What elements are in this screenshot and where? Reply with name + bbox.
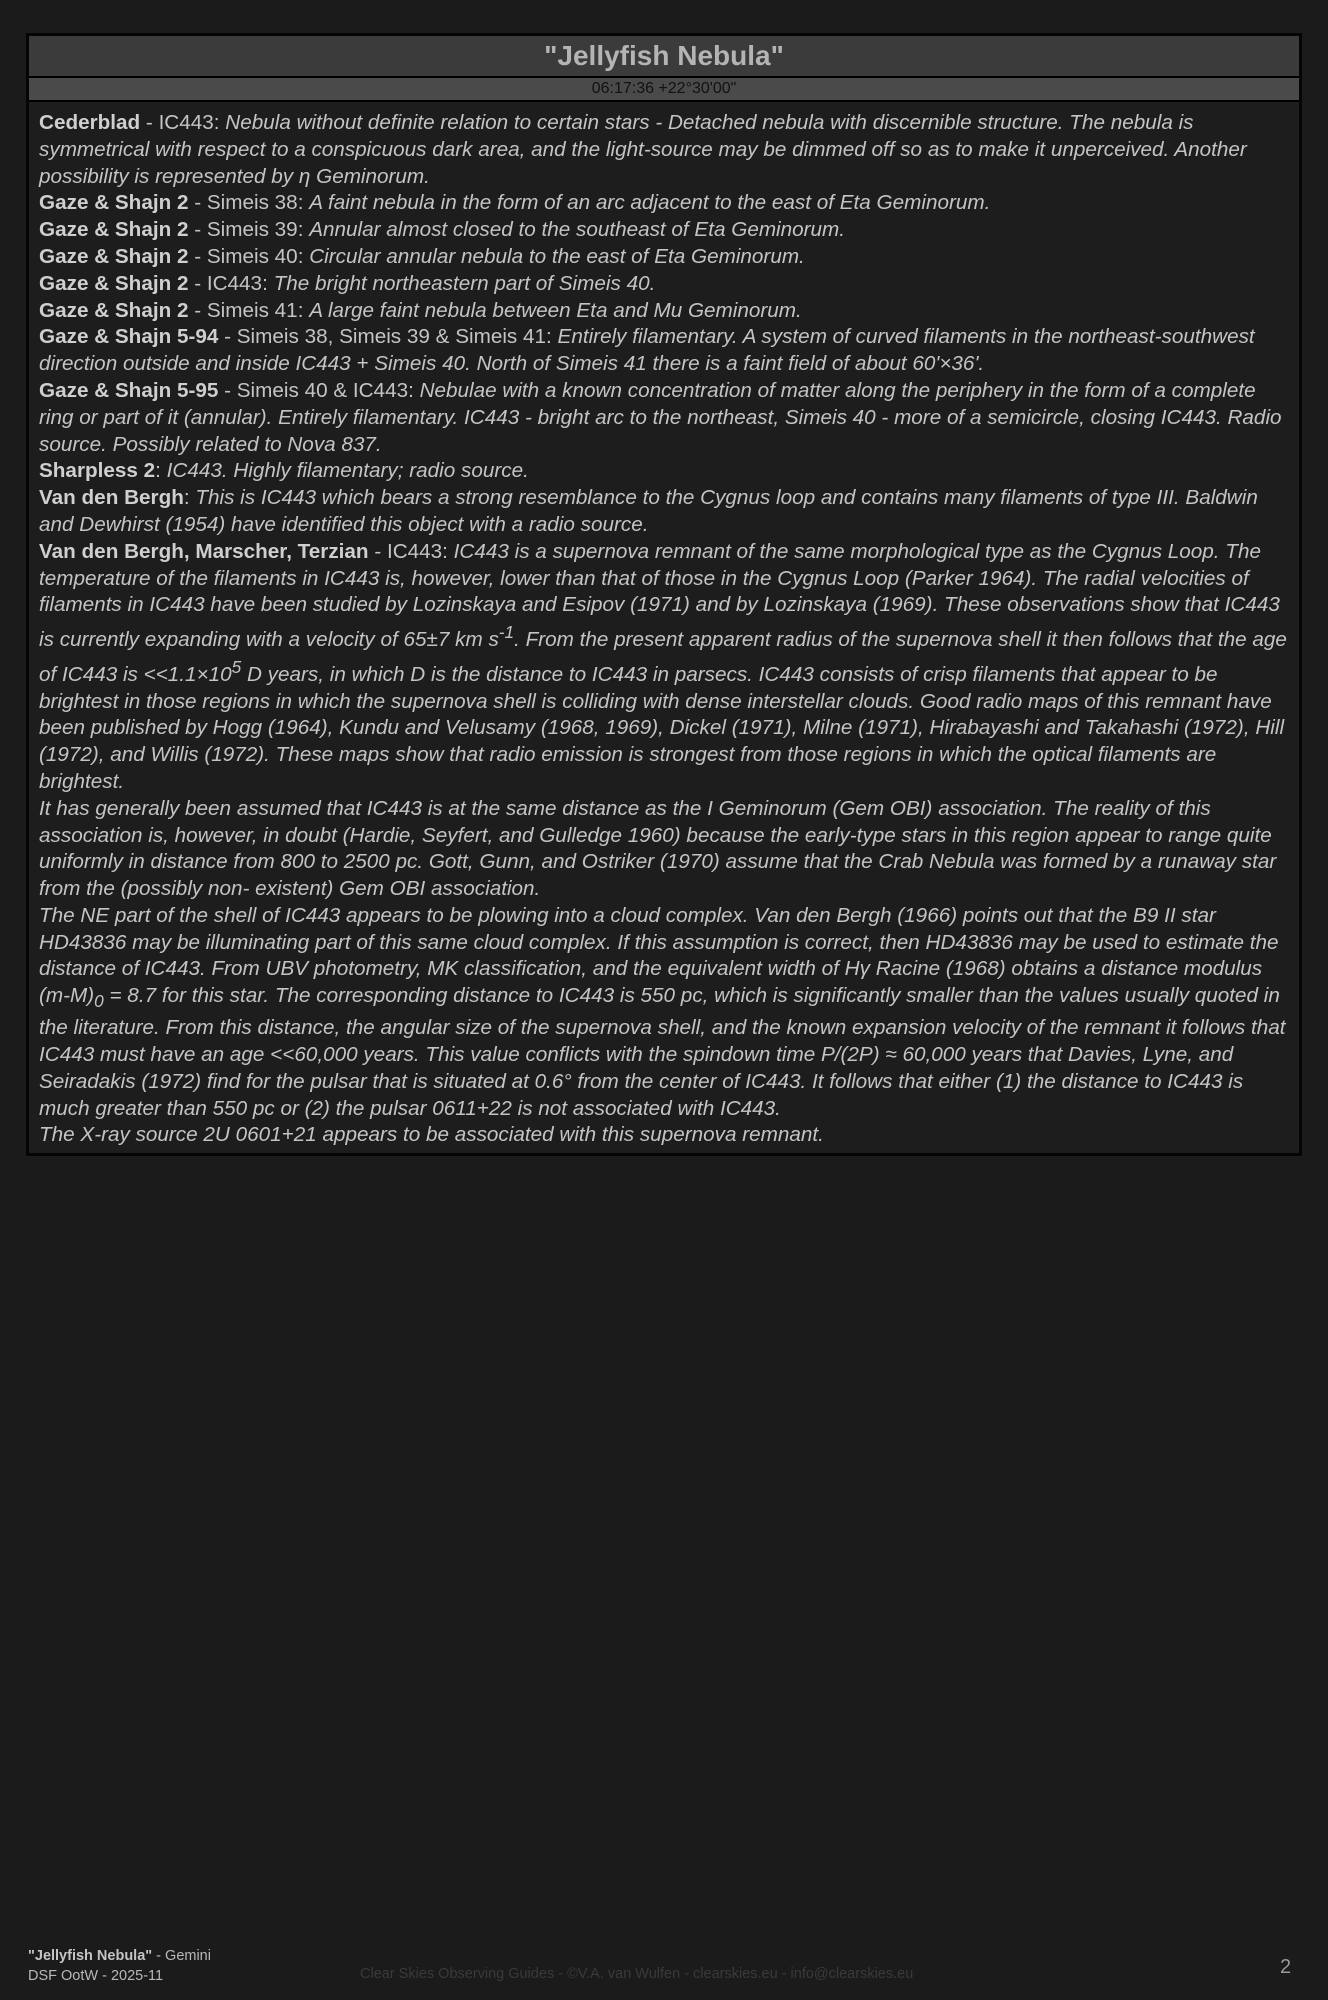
entry-source: Gaze & Shajn 2 <box>39 191 189 215</box>
entry-object: Simeis 40: <box>206 244 310 268</box>
entry-source: Gaze & Shajn 2 <box>39 244 189 268</box>
entry-van-den-bergh: Van den Bergh: This is IC443 which bears a strong resemblance to the Cygnus loop and contains many filaments of type III. Baldwin and Dewhirst (1954) have identified this object with a radio source. <box>39 486 1258 536</box>
entry-gaze-shajn-simeis40: Gaze & Shajn 2 - Simeis 40: Circular annular nebula to the east of Eta Geminorum. <box>39 244 805 268</box>
page-number: 2 <box>1280 1956 1292 1978</box>
entry-text: Nebulae with a known concentration of matter along the periphery in the form of a complete ring or part of it (annular). Entirely filamentary. IC443 - bright arc to the northeast, Simeis 40 - more of a semicircle, closing IC443. Radio source. Possibly related to Nova 837. <box>39 378 1282 456</box>
entry-sharpless: Sharpless 2: IC443. Highly filamentary; radio source. <box>39 459 529 483</box>
entry-source: Gaze & Shajn 5-95 <box>39 378 219 402</box>
description-panel <box>26 33 1302 1156</box>
entry-text: IC443. Highly filamentary; radio source. <box>166 459 529 483</box>
entry-text: The bright northeastern part of Simeis 40. <box>273 271 656 295</box>
entry-source: Sharpless 2 <box>39 459 156 483</box>
entry-text: Annular almost closed to the southeast of Eta Geminorum. <box>309 218 846 242</box>
footer-series: DSF OotW - 2025-11 <box>28 1968 164 1984</box>
paragraph-cloud-complex: The NE part of the shell of IC443 appears to be plowing into a cloud complex. Van den Bergh (1966) points out that the B9 II star HD43836 may be illuminating part of this same cloud complex. If this assumption is correct, then HD43836 may be used to estimate the distance of IC443. From UBV photometry, MK classification, and the equivalent width of Hγ Racine (1968) obtains a distance modulus $(m-M)_0 = 8.7$ for this star. The corresponding distance to IC443 is 550 pc, which is significantly smaller than the values usually quoted in the literature. From this distance, the angular size of the supernova shell, and the known expansion velocity of the remnant it follows that IC443 must have an age <<60,000 years. This value conflicts with the spindown time P/(2P) ≈ 60,000 years that Davies, Lyne, and Seiradakis (1972) find for the pulsar that is situated at 0.6° from the center of IC443. It follows that either (1) the distance to IC443 is much greater than 550 pc or (2) the pulsar 0611+22 is not associated with IC443. <box>39 903 1286 1120</box>
entry-source: Gaze & Shajn 2 <box>39 271 189 295</box>
entry-gaze-shajn-simeis41: Gaze & Shajn 2 - Simeis 41: A large faint nebula between Eta and Mu Geminorum. <box>39 298 802 322</box>
entry-gaze-shajn-simeis39: Gaze & Shajn 2 - Simeis 39: Annular almost closed to the southeast of Eta Geminorum. <box>39 218 846 242</box>
entry-source: Gaze & Shajn 5-94 <box>39 325 219 349</box>
paragraph-gem-ob1: It has generally been assumed that IC443 is at the same distance as the I Geminorum (Gem OBI) association. The reality of this association is, however, in doubt (Hardie, Seyfert, and Gulledge 1960) because the early-type stars in this region appear to range quite uniformly in distance from 800 to 2500 pc. Gott, Gunn, and Ostriker (1970) assume that the Crab Nebula was formed by a runaway star from the (possibly non- existent) Gem OBI association. <box>39 796 1277 901</box>
entry-gaze-shajn-5-94: Gaze & Shajn 5-94 - Simeis 38, Simeis 39 & Simeis 41: Entirely filamentary. A system of curved filaments in the northeast-southwest direction outside and inside IC443 + Simeis 40. North of Simeis 41 there is a faint field of about 60'×36'. <box>39 325 1255 376</box>
footer-object-name: "Jellyfish Nebula" <box>28 1948 153 1964</box>
paragraph-xray: The X-ray source 2U 0601+21 appears to be associated with this supernova remnant. <box>39 1123 824 1147</box>
entry-text: Circular annular nebula to the east of Eta Geminorum. <box>309 244 805 268</box>
entry-source: Gaze & Shajn 2 <box>39 218 189 242</box>
entry-gaze-shajn-5-95: Gaze & Shajn 5-95 - Simeis 40 & IC443: Nebulae with a known concentration of matter along the periphery in the form of a complete ring or part of it (annular). Entirely filamentary. IC443 - bright arc to the northeast, Simeis 40 - more of a semicircle, closing IC443. Radio source. Possibly related to Nova 837. <box>39 378 1282 456</box>
entry-object: Simeis 40 & IC443: <box>236 378 420 402</box>
footer-constellation: - Gemini <box>152 1948 211 1964</box>
entry-object: IC443: <box>386 539 454 563</box>
entry-text: This is IC443 which bears a strong resemblance to the Cygnus loop and contains many filaments of type III. Baldwin and Dewhirst (1954) have identified this object with a radio source. <box>39 486 1258 536</box>
footer-credits: Clear Skies Observing Guides - ©V.A. van Wulfen - clearskies.eu - info@clearskies.eu <box>360 1966 914 1982</box>
entry-text: Nebula without definite relation to certain stars - Detached nebula with discernible structure. The nebula is symmetrical with respect to a conspicuous dark area, and the light-source may be dimmed off so as to make it unperceived. Another possibility is represented by η Geminorum. <box>39 111 1247 188</box>
entry-text: IC443 is a supernova remnant of the same morphological type as the Cygnus Loop. The temperature of the filaments in IC443 is, however, lower than that of those in the Cygnus Loop (Parker 1964). The radial velocities of filaments in IC443 have been studied by Lozinskaya and Esipov (1971) and by Lozinskaya (1969). These observations show that IC443 is currently expanding with a velocity of 65±7 km $s^{-1}$. From the present apparent radius of the supernova shell it then follows that the age of IC443 is $<<1.1\times 10^5$ D years, in which D is the distance to IC443 in parsecs. IC443 consists of crisp filaments that appear to be brightest in those regions in which the supernova shell is colliding with dense interstellar clouds. Good radio maps of this remnant have been published by Hogg (1964), Kundu and Velusamy (1968, 1969), Dickel (1971), Milne (1971), Hirabayashi and Takahashi (1972), Hill (1972), and Willis (1972). These maps show that radio emission is strongest from those regions in which the optical filaments are brightest. <box>39 539 1287 793</box>
entry-text: Entirely filamentary. A system of curved filaments in the northeast-southwest direction outside and inside IC443 + Simeis 40. North of Simeis 41 there is a faint field of about 60'×36'. <box>39 325 1255 376</box>
entry-source: Cederblad <box>39 111 141 134</box>
coordinates: 06:17:36 +22°30'00" <box>29 78 1299 102</box>
entry-gaze-shajn-simeis38: Gaze & Shajn 2 - Simeis 38: A faint nebula in the form of an arc adjacent to the east of Eta Geminorum. <box>39 191 991 215</box>
entry-source: Van den Bergh <box>39 486 184 510</box>
entry-vdb-marscher-terzian: Van den Bergh, Marscher, Terzian - IC443: IC443 is a supernova remnant of the same morphological type as the Cygnus Loop. The temperature of the filaments in IC443 is, however, lower than that of those in the Cygnus Loop (Parker 1964). The radial velocities of filaments in IC443 have been studied by Lozinskaya and Esipov (1971) and by Lozinskaya (1969). These observations show that IC443 is currently expanding with a velocity of 65±7 km $s^{-1}$. From the present apparent radius of the supernova shell it then follows that the age of IC443 is $<<1.1\times 10^5$ D years, in which D is the distance to IC443 in parsecs. IC443 consists of crisp filaments that appear to be brightest in those regions in which the supernova shell is colliding with dense interstellar clouds. Good radio maps of this remnant have been published by Hogg (1964), Kundu and Velusamy (1968, 1969), Dickel (1971), Milne (1971), Hirabayashi and Takahashi (1972), Hill (1972), and Willis (1972). These maps show that radio emission is strongest from those regions in which the optical filaments are brightest. <box>39 539 1287 793</box>
entry-gaze-shajn-ic443: Gaze & Shajn 2 - IC443: The bright northeastern part of Simeis 40. <box>39 271 656 295</box>
entry-cederblad: Cederblad - IC443: Nebula without definite relation to certain stars - Detached nebula with discernible structure. The nebula is symmetrical with respect to a conspicuous dark area, and the light-source may be dimmed off so as to make it unperceived. Another possibility is represented by η Geminorum. <box>39 111 1247 188</box>
entry-text: A large faint nebula between Eta and Mu Geminorum. <box>309 298 802 322</box>
page-title: "Jellyfish Nebula" <box>29 36 1299 78</box>
footer-info <box>28 1946 211 1986</box>
entry-source: Van den Bergh, Marscher, Terzian <box>39 539 369 563</box>
entry-text: A faint nebula in the form of an arc adjacent to the east of Eta Geminorum. <box>309 191 991 215</box>
entry-object: Simeis 39: <box>206 218 310 242</box>
entry-object: Simeis 38: <box>206 191 310 215</box>
entry-object: Simeis 41: <box>206 298 310 322</box>
description-body <box>29 102 1299 1153</box>
entry-object: IC443: <box>206 271 274 295</box>
entry-object: Simeis 38, Simeis 39 & Simeis 41: <box>236 325 558 349</box>
entry-object: IC443: <box>158 111 226 134</box>
entry-source: Gaze & Shajn 2 <box>39 298 189 322</box>
